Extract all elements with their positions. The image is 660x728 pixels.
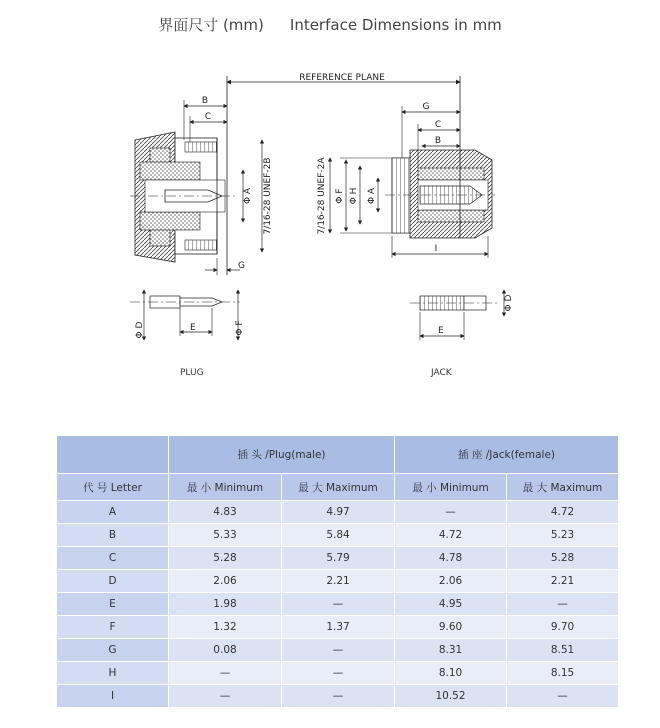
cell-letter: A bbox=[57, 501, 169, 524]
table-group-header bbox=[57, 436, 619, 474]
table-row bbox=[57, 593, 619, 616]
cell-jack-min: 2.06 bbox=[395, 570, 507, 593]
cell-plug-max: 5.84 bbox=[282, 524, 395, 547]
cell-jack-min: 4.95 bbox=[395, 593, 507, 616]
cell-plug-min: 1.98 bbox=[169, 593, 282, 616]
cell-plug-max: 5.79 bbox=[282, 547, 395, 570]
jack-dim-g: G bbox=[422, 102, 430, 112]
cell-jack-min: 8.31 bbox=[395, 639, 507, 662]
header-plug-max: 最 大 Maximum bbox=[282, 474, 395, 501]
jack-dim-phi-a: Φ A bbox=[367, 187, 377, 205]
table-row bbox=[57, 639, 619, 662]
cell-letter: I bbox=[57, 685, 169, 708]
reference-plane-label: REFERENCE PLANE bbox=[299, 73, 385, 83]
cell-plug-min: 2.06 bbox=[169, 570, 282, 593]
plug-caption: PLUG bbox=[180, 368, 204, 378]
plug-dim-phi-a: Φ A bbox=[243, 187, 253, 205]
jack-dim-phi-d: Φ D bbox=[504, 294, 514, 312]
plug-cross-section bbox=[130, 132, 236, 262]
cell-plug-min: — bbox=[169, 685, 282, 708]
cell-jack-min: 8.10 bbox=[395, 662, 507, 685]
jack-dim-i: I bbox=[434, 244, 438, 254]
cell-plug-min: 4.83 bbox=[169, 501, 282, 524]
cell-plug-min: 5.28 bbox=[169, 547, 282, 570]
cell-letter: D bbox=[57, 570, 169, 593]
table-row bbox=[57, 524, 619, 547]
plug-dim-e: E bbox=[190, 323, 196, 333]
cell-plug-max: — bbox=[282, 593, 395, 616]
table-row bbox=[57, 616, 619, 639]
cell-jack-max: — bbox=[507, 593, 619, 616]
plug-dim-phi-d: Φ D bbox=[135, 321, 145, 339]
jack-cross-section bbox=[385, 150, 495, 238]
table-body bbox=[57, 501, 619, 708]
cell-plug-max: — bbox=[282, 639, 395, 662]
cell-plug-max: 1.37 bbox=[282, 616, 395, 639]
cell-jack-max: 8.51 bbox=[507, 639, 619, 662]
plug-thread-label: 7/16-28 UNEF-2B bbox=[263, 157, 273, 235]
table-row bbox=[57, 685, 619, 708]
header-plug-min: 最 小 Minimum bbox=[169, 474, 282, 501]
cell-letter: G bbox=[57, 639, 169, 662]
cell-jack-min: 10.52 bbox=[395, 685, 507, 708]
cell-jack-max: 5.23 bbox=[507, 524, 619, 547]
jack-dim-c: C bbox=[434, 120, 442, 130]
cell-jack-max: 8.15 bbox=[507, 662, 619, 685]
table-row bbox=[57, 570, 619, 593]
cell-jack-max: 2.21 bbox=[507, 570, 619, 593]
table-row bbox=[57, 662, 619, 685]
plug-dim-b: B bbox=[201, 96, 209, 106]
cell-jack-max: 9.70 bbox=[507, 616, 619, 639]
jack-dim-phi-h: Φ H bbox=[349, 187, 359, 205]
header-plug: 插 头 /Plug(male) bbox=[169, 436, 395, 474]
jack-caption: JACK bbox=[431, 368, 452, 378]
cell-letter: E bbox=[57, 593, 169, 616]
cell-jack-min: 9.60 bbox=[395, 616, 507, 639]
header-letter: 代 号 Letter bbox=[57, 474, 169, 501]
cell-jack-min: — bbox=[395, 501, 507, 524]
header-jack-max: 最 大 Maximum bbox=[507, 474, 619, 501]
cell-letter: H bbox=[57, 662, 169, 685]
plug-dim-g: G bbox=[238, 261, 245, 271]
plug-pin-detail bbox=[130, 290, 245, 340]
cell-letter: B bbox=[57, 524, 169, 547]
plug-dim-phi-f: Φ F bbox=[235, 320, 245, 336]
jack-thread-label: 7/16-28 UNEF-2A bbox=[317, 157, 327, 235]
jack-socket-detail bbox=[410, 290, 514, 340]
cell-jack-max: 4.72 bbox=[507, 501, 619, 524]
cell-plug-max: — bbox=[282, 662, 395, 685]
cell-plug-max: — bbox=[282, 685, 395, 708]
cell-plug-min: 0.08 bbox=[169, 639, 282, 662]
dimensions-table-container bbox=[56, 435, 618, 705]
header-jack: 插 座 /Jack(female) bbox=[395, 436, 619, 474]
cell-plug-min: — bbox=[169, 662, 282, 685]
cell-plug-min: 1.32 bbox=[169, 616, 282, 639]
plug-dim-c: C bbox=[204, 112, 212, 122]
table-column-header bbox=[57, 474, 619, 501]
table-row bbox=[57, 501, 619, 524]
table-row bbox=[57, 547, 619, 570]
cell-plug-max: 4.97 bbox=[282, 501, 395, 524]
jack-dim-phi-f: Φ F bbox=[335, 188, 345, 204]
dimensions-table bbox=[56, 435, 619, 708]
cell-jack-min: 4.72 bbox=[395, 524, 507, 547]
header-jack-min: 最 小 Minimum bbox=[395, 474, 507, 501]
cell-jack-max: — bbox=[507, 685, 619, 708]
title-chinese: 界面尺寸 (mm) bbox=[158, 16, 264, 34]
jack-dim-b: B bbox=[434, 136, 442, 146]
cell-jack-min: 4.78 bbox=[395, 547, 507, 570]
cell-plug-min: 5.33 bbox=[169, 524, 282, 547]
cell-letter: F bbox=[57, 616, 169, 639]
jack-dim-e: E bbox=[438, 326, 444, 336]
cell-letter: C bbox=[57, 547, 169, 570]
title-english: Interface Dimensions in mm bbox=[289, 16, 502, 34]
header-empty-cell bbox=[57, 436, 169, 474]
cell-jack-max: 5.28 bbox=[507, 547, 619, 570]
cell-plug-max: 2.21 bbox=[282, 570, 395, 593]
